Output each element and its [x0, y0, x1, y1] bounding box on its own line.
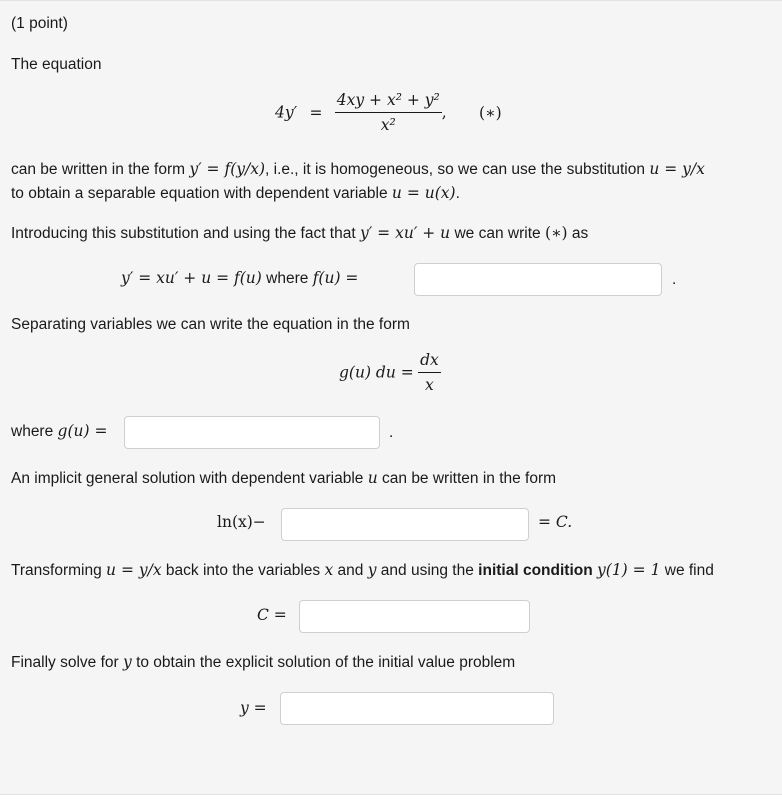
math: g(u) du =: [339, 363, 414, 382]
y-label: [240, 699, 267, 718]
math: y′ = xu′ + u: [359, 224, 451, 242]
text: we can write: [454, 225, 541, 242]
separable-equation: [339, 351, 441, 394]
eq1-denominator: x²: [380, 116, 396, 134]
initial-condition-bold: initial condition: [478, 562, 593, 579]
text: and: [337, 562, 364, 579]
math: y =: [240, 699, 267, 717]
period: .: [672, 271, 677, 288]
explicit-y-input[interactable]: [280, 692, 554, 725]
eq1-numerator: 4xy + x² + y²: [335, 91, 442, 113]
text: we find: [664, 562, 714, 579]
text: where: [266, 270, 309, 287]
fu-equation: [121, 269, 358, 288]
implicit-rhs: [538, 513, 572, 532]
numerator: dx: [418, 351, 441, 373]
math: = C.: [538, 513, 573, 531]
f-of-u-input[interactable]: [414, 263, 662, 296]
text: can be written in the form: [11, 161, 186, 178]
math: y′ = f(y/x): [189, 160, 266, 178]
text: as: [571, 225, 589, 242]
period: .: [389, 424, 394, 441]
text: An implicit general solution with dependent variable: [11, 470, 364, 487]
math: C =: [257, 606, 287, 624]
text: to obtain the explicit solution of the initial value problem: [136, 654, 516, 671]
math: (∗): [544, 224, 568, 242]
text: Introducing this substitution and using the fact that: [11, 225, 356, 242]
paragraph-separating: Separating variables we can write the equation in the form: [11, 316, 410, 333]
math: y: [367, 561, 377, 579]
paragraph-transforming: [11, 561, 714, 580]
text: can be written in the form: [382, 470, 557, 487]
text: Transforming: [11, 562, 102, 579]
intro-text: The equation: [11, 56, 102, 73]
math: f(u) =: [312, 269, 359, 287]
gu-label: [11, 422, 107, 441]
math: y: [123, 653, 132, 671]
text: and using the: [380, 562, 474, 579]
constant-c-input[interactable]: [299, 600, 530, 633]
implicit-solution-input[interactable]: [281, 508, 529, 541]
math: u = y/x: [106, 561, 162, 579]
text: Finally solve for: [11, 654, 119, 671]
implicit-lhs: [217, 513, 266, 532]
math: y′ = xu′ + u = f(u): [121, 269, 262, 287]
math: ln(x)−: [217, 513, 266, 531]
text: where: [11, 423, 54, 440]
math: y(1) = 1: [597, 561, 661, 579]
math: x: [324, 561, 334, 579]
eq1-lhs: 4y′: [275, 103, 298, 122]
eq1-fraction: [335, 91, 442, 134]
text: , i.e., it is homogeneous, so we can use the substitution: [265, 161, 645, 178]
equation-star: 4y′ = $\frac{\text{4xy + x² + y²}}{\text{x²}}$ , (∗): [275, 91, 502, 134]
math: u = u(x): [391, 184, 456, 202]
paragraph-final: [11, 653, 515, 672]
paragraph-homogeneous-line2: [11, 184, 460, 203]
text: back into the variables: [165, 562, 321, 579]
c-label: [257, 606, 287, 625]
text: .: [455, 185, 460, 202]
paragraph-substitution: [11, 224, 588, 243]
paragraph-homogeneous-line1: [11, 160, 705, 179]
points-label: (1 point): [11, 15, 68, 32]
eq1-label: (∗): [478, 103, 502, 122]
text: to obtain a separable equation with dependent variable: [11, 185, 388, 202]
g-of-u-input[interactable]: [124, 416, 380, 449]
math: u = y/x: [649, 160, 705, 178]
dx-over-x: [418, 351, 441, 394]
paragraph-implicit: [11, 469, 556, 488]
math: g(u) =: [57, 422, 108, 440]
denominator: x: [425, 376, 434, 394]
math: u: [367, 469, 378, 487]
